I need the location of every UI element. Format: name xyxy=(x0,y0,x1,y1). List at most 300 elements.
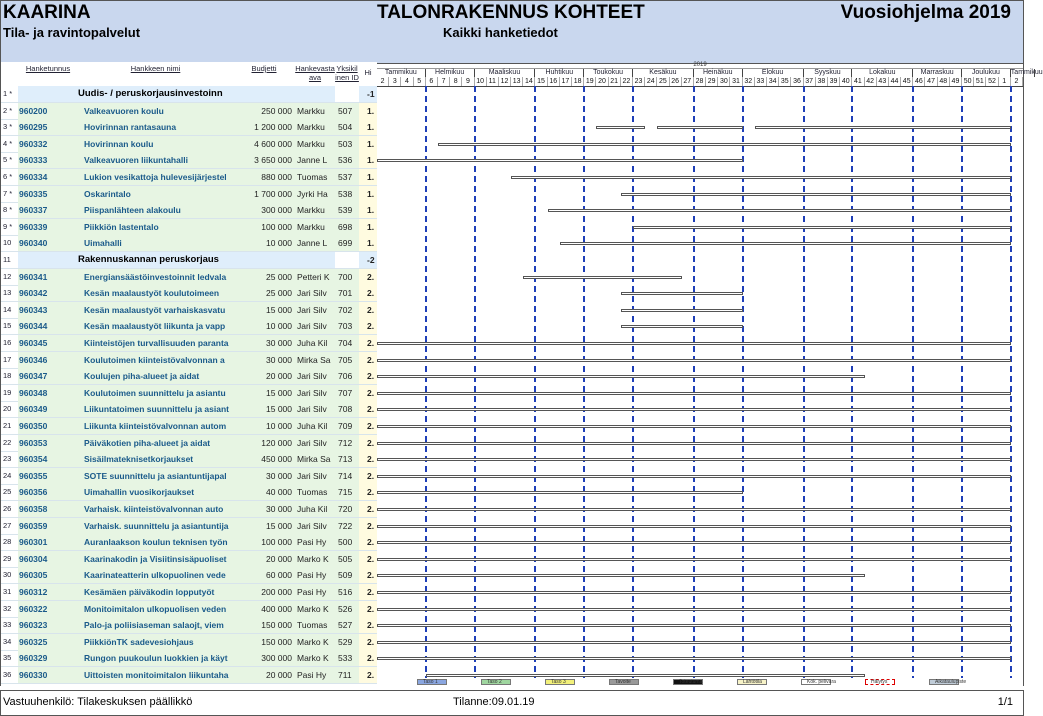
footer-page: 1/1 xyxy=(997,696,1013,708)
week-label: 3 xyxy=(389,77,401,86)
project-code: 960325 xyxy=(18,634,79,650)
project-h: 2. xyxy=(359,534,377,550)
project-name: Hovirinnan koulu xyxy=(78,136,233,152)
legend-label: Tavoite xyxy=(615,679,631,685)
legend-label: Toteutuma xyxy=(679,679,703,685)
table-row[interactable] xyxy=(1,152,377,169)
project-code: 960347 xyxy=(18,368,79,384)
row-number: 18 xyxy=(3,371,12,381)
row-number: 20 xyxy=(3,404,12,414)
gantt-bar[interactable] xyxy=(560,242,1011,245)
project-budget: 4 600 000 xyxy=(233,136,295,152)
legend-label: Kok. pelivara xyxy=(807,679,836,685)
project-budget: 30 000 xyxy=(233,335,295,351)
project-budget: 15 000 xyxy=(233,385,295,401)
col-manager[interactable]: Hankevasta ava xyxy=(295,64,335,82)
group-row[interactable] xyxy=(1,86,377,103)
legend-label: Aikataulupiste xyxy=(935,679,967,685)
legend-label: Taso 3 xyxy=(551,679,566,685)
column-headers xyxy=(1,62,377,86)
month-label: Helmikuu xyxy=(426,69,475,77)
project-budget: 150 000 xyxy=(233,617,295,633)
project-manager: Tuomas xyxy=(295,617,335,633)
gantt-bar[interactable] xyxy=(377,342,1011,345)
row-number: 2 * xyxy=(3,105,13,115)
week-label: 24 xyxy=(645,77,657,86)
project-code: 960200 xyxy=(18,103,79,119)
row-number: 6 * xyxy=(3,172,13,181)
project-manager: Markku xyxy=(295,202,335,218)
col-h[interactable]: Hi xyxy=(364,68,372,77)
project-manager: Tuomas xyxy=(295,169,335,185)
project-code: 960358 xyxy=(18,501,79,517)
project-budget: 1 200 000 xyxy=(233,119,295,135)
gantt-bar[interactable] xyxy=(377,624,1011,627)
week-label: 42 xyxy=(865,77,877,86)
project-h: 2. xyxy=(359,451,377,467)
gantt-bar[interactable] xyxy=(621,193,1011,196)
gantt-bar[interactable] xyxy=(377,541,1011,544)
row-number: 28 xyxy=(3,537,12,547)
project-h: 2. xyxy=(359,551,377,567)
gantt-bar[interactable] xyxy=(621,309,743,312)
table-row[interactable] xyxy=(1,401,377,418)
project-h: 1. xyxy=(359,219,377,235)
month-label: Toukokuu xyxy=(584,69,633,77)
week-label: 2 xyxy=(377,77,389,86)
table-row[interactable] xyxy=(1,136,377,153)
gantt-bar[interactable] xyxy=(377,392,1011,395)
project-h: 2. xyxy=(359,584,377,600)
gantt-bar[interactable] xyxy=(377,442,1011,445)
project-budget: 150 000 xyxy=(233,634,295,650)
project-manager: Pasi Hy xyxy=(295,567,335,583)
table-row[interactable] xyxy=(1,551,377,568)
project-unit-id: 698 xyxy=(335,219,359,235)
project-unit-id: 705 xyxy=(335,352,359,368)
table-row[interactable] xyxy=(1,418,377,435)
week-label: 37 xyxy=(804,77,816,86)
project-unit-id: 709 xyxy=(335,418,359,434)
project-code: 960359 xyxy=(18,518,79,534)
project-name: Valkeavuoren liikuntahalli xyxy=(78,152,233,168)
project-code: 960356 xyxy=(18,484,79,500)
week-label: 27 xyxy=(682,77,694,86)
table-row[interactable] xyxy=(1,518,377,535)
week-label: 11 xyxy=(487,77,499,86)
table-row[interactable] xyxy=(1,584,377,601)
gantt-months xyxy=(377,69,1043,77)
project-budget: 10 000 xyxy=(233,235,295,251)
table-row[interactable] xyxy=(1,667,377,684)
week-label: 15 xyxy=(535,77,547,86)
table-row[interactable] xyxy=(1,484,377,501)
legend-item xyxy=(801,679,861,686)
project-name: Koulujen piha-alueet ja aidat xyxy=(78,368,233,384)
week-label: 32 xyxy=(743,77,755,86)
project-h: 1. xyxy=(359,136,377,152)
table-row[interactable] xyxy=(1,617,377,634)
report-subtitle: Kaikki hanketiedot xyxy=(443,25,558,40)
gantt-bar[interactable] xyxy=(377,425,1011,428)
table-row[interactable] xyxy=(1,650,377,667)
footer-status-date: Tilanne:09.01.19 xyxy=(453,696,535,708)
week-label: 19 xyxy=(584,77,596,86)
project-code: 960342 xyxy=(18,285,79,301)
project-manager: Jari Silv xyxy=(295,385,335,401)
table-row[interactable] xyxy=(1,235,377,252)
table-row[interactable] xyxy=(1,601,377,618)
project-code: 960343 xyxy=(18,302,79,318)
project-unit-id: 712 xyxy=(335,435,359,451)
week-label: 39 xyxy=(828,77,840,86)
table-row[interactable] xyxy=(1,435,377,452)
project-budget: 15 000 xyxy=(233,518,295,534)
gantt-chart xyxy=(377,62,1043,678)
unit-name: Tila- ja ravintopalvelut xyxy=(3,25,141,40)
project-budget: 400 000 xyxy=(233,601,295,617)
gantt-bar[interactable] xyxy=(548,209,1011,212)
gantt-bar[interactable] xyxy=(377,558,1011,561)
project-unit-id: 516 xyxy=(335,584,359,600)
project-name: Varhaisk. kiinteistövalvonnan auto xyxy=(78,501,233,517)
project-name: Uittoisten monitoimitalon liikuntaha xyxy=(78,667,233,683)
project-manager: Jari Silv xyxy=(295,401,335,417)
project-h: 1. xyxy=(359,186,377,202)
project-budget: 100 000 xyxy=(233,534,295,550)
week-label: 41 xyxy=(852,77,864,86)
project-manager: Pasi Hy xyxy=(295,534,335,550)
row-number: 27 xyxy=(3,520,12,530)
table-row[interactable] xyxy=(1,451,377,468)
row-number: 24 xyxy=(3,470,12,480)
week-label: 6 xyxy=(426,77,438,86)
week-label: 20 xyxy=(596,77,608,86)
table-row[interactable] xyxy=(1,119,377,136)
project-code: 960329 xyxy=(18,650,79,666)
project-name: Piispanlähteen alakoulu xyxy=(78,202,233,218)
project-h: 2. xyxy=(359,302,377,318)
project-unit-id: 711 xyxy=(335,667,359,683)
gantt-bar[interactable] xyxy=(633,226,1011,229)
week-label: 34 xyxy=(767,77,779,86)
week-label: 35 xyxy=(779,77,791,86)
gantt-bar[interactable] xyxy=(523,276,681,279)
week-label: 48 xyxy=(938,77,950,86)
row-number: 36 xyxy=(3,670,12,679)
gantt-bar[interactable] xyxy=(377,608,1011,611)
gantt-bar[interactable] xyxy=(511,176,1011,179)
table-row[interactable] xyxy=(1,468,377,485)
project-name: Varhaisk. suunnittelu ja asiantuntija xyxy=(78,518,233,534)
project-h: 1. xyxy=(359,103,377,119)
project-code: 960340 xyxy=(18,235,79,251)
project-budget: 25 000 xyxy=(233,285,295,301)
table-row[interactable] xyxy=(1,534,377,551)
project-manager: Pasi Hy xyxy=(295,667,335,683)
project-budget: 300 000 xyxy=(233,202,295,218)
project-code: 960341 xyxy=(18,269,79,285)
project-h: 2. xyxy=(359,368,377,384)
project-unit-id: 704 xyxy=(335,335,359,351)
table-row[interactable] xyxy=(1,219,377,236)
project-h: 1. xyxy=(359,235,377,251)
project-h: -1 xyxy=(359,86,377,102)
week-label: 16 xyxy=(548,77,560,86)
project-budget: 25 000 xyxy=(233,269,295,285)
project-budget: 10 000 xyxy=(233,418,295,434)
col-unit-id[interactable]: Yksikil inen ID xyxy=(335,64,359,82)
project-manager: Juha Kil xyxy=(295,418,335,434)
project-manager: Jari Silv xyxy=(295,468,335,484)
project-manager: Petteri K xyxy=(295,269,335,285)
project-name: Palo-ja poliisiaseman salaojt, viem xyxy=(78,617,233,633)
project-manager: Markku xyxy=(295,119,335,135)
project-name: Energiansäästöinvestoinnit ledvala xyxy=(78,269,233,285)
project-code: 960349 xyxy=(18,401,79,417)
project-manager: Juha Kil xyxy=(295,501,335,517)
project-name: PiikkiönTK sadevesiohjaus xyxy=(78,634,233,650)
project-manager: Jari Silv xyxy=(295,302,335,318)
gantt-bar[interactable] xyxy=(596,126,645,129)
row-number: 1 * xyxy=(3,89,13,98)
week-label: 38 xyxy=(816,77,828,86)
project-budget: 20 000 xyxy=(233,368,295,384)
project-budget: 30 000 xyxy=(233,468,295,484)
project-h: 2. xyxy=(359,484,377,500)
footer-responsible: Vastuuhenkilö: Tilakeskuksen päällikkö xyxy=(3,696,193,708)
row-number: 30 xyxy=(3,570,12,580)
month-label: Tammikuu xyxy=(377,69,426,77)
week-label: 43 xyxy=(877,77,889,86)
table-row[interactable] xyxy=(1,352,377,369)
table-row[interactable] xyxy=(1,385,377,402)
row-number: 5 * xyxy=(3,155,13,165)
project-name: Kaarinateatterin ulkopuolinen vede xyxy=(78,567,233,583)
gantt-bar[interactable] xyxy=(657,126,742,129)
gantt-bar[interactable] xyxy=(377,475,1011,478)
week-label: 9 xyxy=(462,77,474,86)
col-budget[interactable]: Budjetti xyxy=(251,64,277,73)
project-name: Uimahalli xyxy=(78,235,233,251)
legend-item xyxy=(673,679,733,686)
project-unit-id: 714 xyxy=(335,468,359,484)
project-budget: 15 000 xyxy=(233,302,295,318)
project-manager: Mirka Sa xyxy=(295,352,335,368)
project-name: Uudis- / peruskorjausinvestoinn xyxy=(18,86,335,102)
gantt-bar[interactable] xyxy=(755,126,1011,129)
project-unit-id: 504 xyxy=(335,119,359,135)
project-name: Päiväkotien piha-alueet ja aidat xyxy=(78,435,233,451)
row-number: 34 xyxy=(3,636,12,646)
project-unit-id: 533 xyxy=(335,650,359,666)
project-h: 2. xyxy=(359,601,377,617)
gantt-bar[interactable] xyxy=(426,674,865,677)
week-label: 23 xyxy=(633,77,645,86)
table-row[interactable] xyxy=(1,318,377,335)
row-number: 21 xyxy=(3,421,12,430)
table-row[interactable] xyxy=(1,285,377,302)
report-footer xyxy=(0,690,1024,716)
project-unit-id: 503 xyxy=(335,136,359,152)
project-h: 1. xyxy=(359,202,377,218)
table-row[interactable] xyxy=(1,368,377,385)
col-name[interactable]: Hankkeen nimi xyxy=(130,64,181,73)
table-row[interactable] xyxy=(1,634,377,651)
table-row[interactable] xyxy=(1,202,377,219)
week-label: 21 xyxy=(609,77,621,86)
project-code: 960304 xyxy=(18,551,79,567)
project-h: 2. xyxy=(359,634,377,650)
month-label: Heinäkuu xyxy=(694,69,743,77)
row-number: 29 xyxy=(3,553,12,563)
row-number: 33 xyxy=(3,620,12,630)
week-label: 29 xyxy=(706,77,718,86)
project-unit-id: 526 xyxy=(335,601,359,617)
project-budget: 60 000 xyxy=(233,567,295,583)
row-number: 13 xyxy=(3,288,12,298)
week-label: 12 xyxy=(499,77,511,86)
project-h: 2. xyxy=(359,518,377,534)
gantt-bar[interactable] xyxy=(377,591,1011,594)
project-unit-id: 529 xyxy=(335,634,359,650)
gantt-bar[interactable] xyxy=(621,292,743,295)
project-name: Hovirinnan rantasauna xyxy=(78,119,233,135)
week-label: 44 xyxy=(889,77,901,86)
project-h: 2. xyxy=(359,385,377,401)
project-budget: 100 000 xyxy=(233,219,295,235)
project-h: -2 xyxy=(359,252,377,268)
project-name: Kesämäen päiväkodin lopputyöt xyxy=(78,584,233,600)
project-manager: Jyrki Ha xyxy=(295,186,335,202)
project-unit-id: 722 xyxy=(335,518,359,534)
week-label: 4 xyxy=(401,77,413,86)
project-name: Kesän maalaustyöt koulutoimeen xyxy=(78,285,233,301)
group-row[interactable] xyxy=(1,252,377,269)
project-unit-id: 699 xyxy=(335,235,359,251)
project-name: Kesän maalaustyöt varhaiskasvatu xyxy=(78,302,233,318)
project-budget: 20 000 xyxy=(233,551,295,567)
gantt-bar[interactable] xyxy=(377,375,865,378)
table-row[interactable] xyxy=(1,186,377,203)
gantt-bar[interactable] xyxy=(377,458,1011,461)
project-code: 960330 xyxy=(18,667,79,683)
project-code: 960354 xyxy=(18,451,79,467)
table-row[interactable] xyxy=(1,567,377,584)
project-code: 960323 xyxy=(18,617,79,633)
week-label: 22 xyxy=(621,77,633,86)
table-row[interactable] xyxy=(1,103,377,120)
table-row[interactable] xyxy=(1,302,377,319)
legend-item xyxy=(929,679,989,686)
gantt-bar[interactable] xyxy=(377,641,1011,644)
row-number: 12 xyxy=(3,271,12,281)
project-h: 2. xyxy=(359,318,377,334)
week-label: 26 xyxy=(670,77,682,86)
gantt-bar[interactable] xyxy=(377,508,1011,511)
project-unit-id: 708 xyxy=(335,401,359,417)
project-code: 960295 xyxy=(18,119,79,135)
project-code: 960348 xyxy=(18,385,79,401)
gantt-bar[interactable] xyxy=(377,159,743,162)
project-h: 2. xyxy=(359,667,377,683)
project-name: Valkeavuoren koulu xyxy=(78,103,233,119)
project-budget: 300 000 xyxy=(233,650,295,666)
row-number: 17 xyxy=(3,354,12,364)
week-label: 52 xyxy=(986,77,998,86)
project-unit-id: 703 xyxy=(335,318,359,334)
row-number: 3 * xyxy=(3,122,13,132)
gantt-bar[interactable] xyxy=(377,491,743,494)
project-manager: Jari Silv xyxy=(295,368,335,384)
table-row[interactable] xyxy=(1,335,377,352)
project-name: Kaarinakodin ja Visiitinsisäpuoliset xyxy=(78,551,233,567)
project-name: Kesän maalaustyöt liikunta ja vapp xyxy=(78,318,233,334)
project-budget: 20 000 xyxy=(233,667,295,683)
project-code: 960344 xyxy=(18,318,79,334)
project-manager: Mirka Sa xyxy=(295,451,335,467)
project-manager: Juha Kil xyxy=(295,335,335,351)
col-code[interactable]: Hanketunnus xyxy=(25,64,71,73)
week-label: 25 xyxy=(657,77,669,86)
week-label: 7 xyxy=(438,77,450,86)
gantt-bar[interactable] xyxy=(438,143,1011,146)
row-number: 11 xyxy=(3,255,11,264)
project-unit-id: 539 xyxy=(335,202,359,218)
gantt-bar[interactable] xyxy=(377,359,1011,362)
gantt-bar[interactable] xyxy=(377,408,1011,411)
row-number: 32 xyxy=(3,603,12,613)
project-unit-id: 505 xyxy=(335,551,359,567)
row-number: 35 xyxy=(3,653,12,663)
project-unit-id: 537 xyxy=(335,169,359,185)
month-label: Lokakuu xyxy=(852,69,913,77)
project-name: Koulutoimen kiinteistövalvonnan a xyxy=(78,352,233,368)
project-name: Lukion vesikattoja hulevesijärjestel xyxy=(78,169,233,185)
project-unit-id: 536 xyxy=(335,152,359,168)
project-unit-id: 713 xyxy=(335,451,359,467)
table-row[interactable] xyxy=(1,169,377,186)
project-name: Uimahallin vuosikorjaukset xyxy=(78,484,233,500)
gantt-bar[interactable] xyxy=(377,574,865,577)
week-label: 5 xyxy=(414,77,426,86)
project-h: 2. xyxy=(359,418,377,434)
project-name: Liikunta kiinteistövalvonnan autom xyxy=(78,418,233,434)
project-name: Monitoimitalon ulkopuolisen veden xyxy=(78,601,233,617)
month-label: Joulukuu xyxy=(962,69,1011,77)
gantt-bar[interactable] xyxy=(377,657,1011,660)
legend-item xyxy=(737,679,797,686)
gantt-bar[interactable] xyxy=(377,525,1011,528)
project-budget: 200 000 xyxy=(233,584,295,600)
project-manager: Jari Silv xyxy=(295,435,335,451)
project-h: 2. xyxy=(359,567,377,583)
month-label: Elokuu xyxy=(743,69,804,77)
month-label: Kesäkuu xyxy=(633,69,694,77)
project-code: 960339 xyxy=(18,219,79,235)
project-unit-id: 527 xyxy=(335,617,359,633)
table-row[interactable] xyxy=(1,501,377,518)
project-manager: Tuomas xyxy=(295,484,335,500)
project-budget: 250 000 xyxy=(233,103,295,119)
gantt-bar[interactable] xyxy=(621,325,743,328)
table-row[interactable] xyxy=(1,269,377,286)
legend-label: Taso 2 xyxy=(487,679,502,685)
week-label: 28 xyxy=(694,77,706,86)
project-budget: 120 000 xyxy=(233,435,295,451)
legend-label: Taso 1 xyxy=(423,679,438,685)
project-h: 1. xyxy=(359,169,377,185)
